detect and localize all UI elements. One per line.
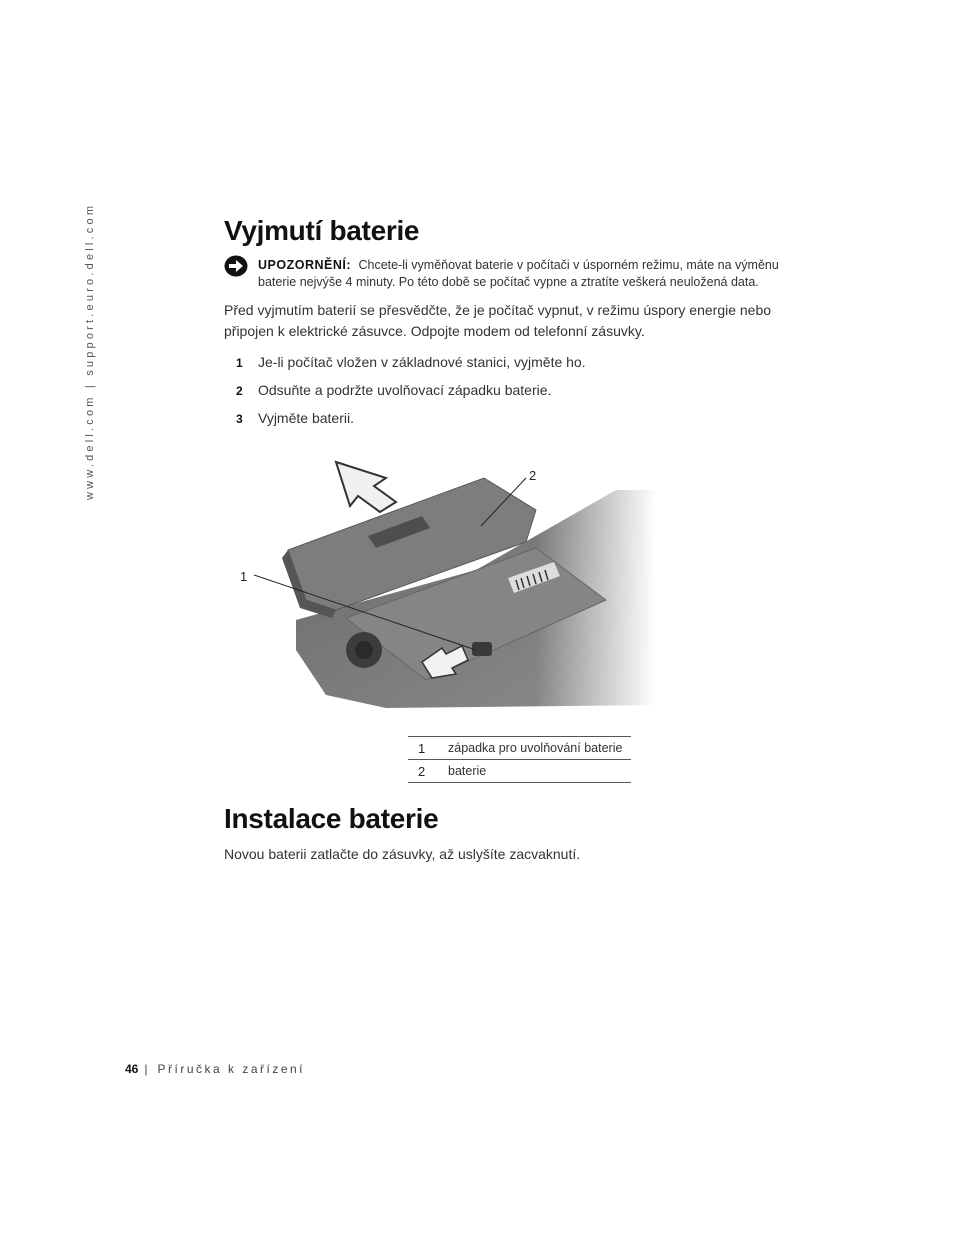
figure-legend — [408, 736, 631, 783]
legend-text: baterie — [448, 764, 487, 778]
notice-label: UPOZORNĚNÍ: — [258, 258, 351, 272]
legend-row — [408, 737, 631, 760]
chapter-title: Příručka k zařízení — [157, 1062, 306, 1076]
release-latch — [472, 642, 492, 656]
notice-text — [258, 257, 818, 291]
install-paragraph: Novou baterii zatlačte do zásuvky, až uslyšíte zacvaknutí. — [224, 846, 581, 862]
intro-paragraph: Před vyjmutím baterií se přesvědčte, že je počítač vypnut, v režimu úspory energie nebo připojen k elektrické zásuvce. Odpojte modem od telefonní zásuvky. — [224, 302, 772, 339]
legend-row — [408, 760, 631, 783]
step-number: 2 — [236, 384, 243, 398]
page-footer — [125, 1062, 305, 1076]
step-text: Vyjměte baterii. — [258, 410, 354, 426]
footer-separator: | — [144, 1062, 148, 1076]
step-number: 1 — [236, 356, 243, 370]
legend-number: 2 — [418, 763, 426, 779]
step-item — [236, 352, 586, 372]
page-number: 46 — [125, 1062, 139, 1076]
step-number: 3 — [236, 412, 243, 426]
legend-number: 1 — [418, 740, 426, 756]
step-text: Odsuňte a podržte uvolňovací západku baterie. — [258, 382, 552, 398]
section-title-install-battery: Instalace baterie — [224, 803, 439, 834]
section-title-remove-battery: Vyjmutí baterie — [224, 215, 420, 246]
sidebar-url: www.dell.com | support.euro.dell.com — [84, 202, 96, 500]
step-item — [236, 408, 354, 428]
notice-arrow-icon — [224, 255, 248, 277]
battery-removal-illustration — [236, 450, 656, 725]
legend-text: západka pro uvolňování baterie — [448, 741, 623, 755]
callout-1: 1 — [240, 569, 248, 584]
step-text: Je-li počítač vložen v základnové stanici, vyjměte ho. — [258, 354, 586, 370]
callout-2: 2 — [529, 468, 537, 483]
notice-body: Chcete-li vyměňovat baterie v počítači v úsporném režimu, máte na výměnu baterie nejvýše 4 minuty. Po této době se počítač vypne a ztratíte veškerá neuložená data. — [258, 258, 779, 289]
step-item — [236, 380, 551, 400]
lift-arrow-icon — [336, 462, 396, 512]
